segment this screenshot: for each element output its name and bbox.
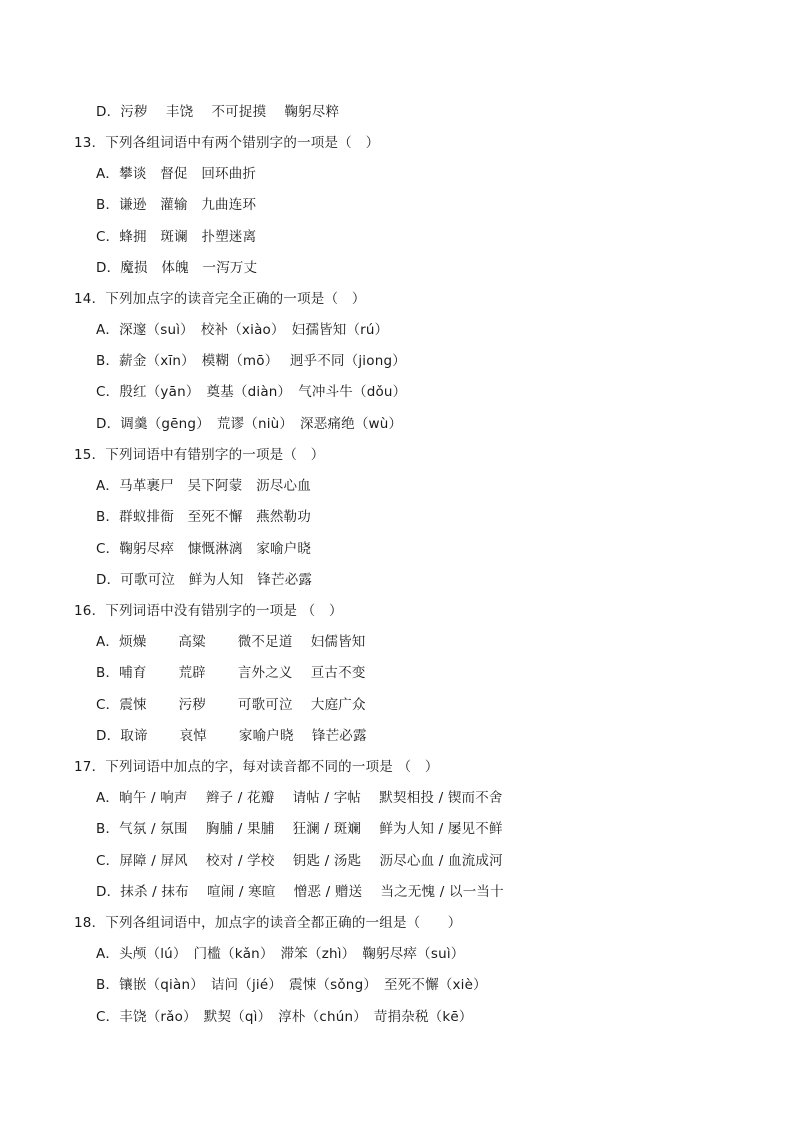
- question-line: 17．下列词语中加点的字，每对读音都不同的一项是 （ ）: [74, 759, 439, 775]
- option-line: A．头颅（lú） 门槛（kǎn） 滞笨（zhì） 鞠躬尽瘁（suì）: [96, 946, 465, 962]
- option-line: D．取谛 哀悼 家喻户晓 锋芒必露: [96, 728, 367, 744]
- question-line: 13．下列各组词语中有两个错别字的一项是（ ）: [74, 135, 380, 151]
- option-line: A．深邃（suì） 校补（xiào） 妇孺皆知（rú）: [96, 322, 389, 338]
- option-line: B．群蚁排衙 至死不懈 燕然勒功: [96, 509, 311, 525]
- option-line: C．鞠躬尽瘁 慷慨淋漓 家喻户晓: [96, 541, 312, 557]
- option-line: C．丰饶（rǎo） 默契（qì） 淳朴（chún） 苛捐杂税（kē）: [96, 1009, 473, 1025]
- question-line: 16．下列词语中没有错别字的一项是 （ ）: [74, 603, 343, 619]
- option-line: D．抹杀 / 抹布 喧闹 / 寒暄 憎恶 / 赠送 当之无愧 / 以一当十: [96, 884, 504, 900]
- option-line: D．可歌可泣 鲜为人知 锋芒必露: [96, 572, 313, 588]
- question-line: 14．下列加点字的读音完全正确的一项是（ ）: [74, 291, 366, 307]
- option-line: C．屏障 / 屏风 校对 / 学校 钥匙 / 汤匙 沥尽心血 / 血流成河: [96, 853, 503, 869]
- option-line: B．气氛 / 氛围 胸脯 / 果脯 狂澜 / 斑斓 鲜为人知 / 屡见不鲜: [96, 821, 503, 837]
- option-line: B．哺育 荒辟 言外之义 亘古不变: [96, 665, 366, 681]
- option-line: A．烦燥 高粱 微不足道 妇儒皆知: [96, 634, 366, 650]
- option-line: A．马革裹尸 吴下阿蒙 沥尽心血: [96, 478, 311, 494]
- option-line: C．殷红（yān） 奠基（diàn） 气冲斗牛（dǒu）: [96, 384, 407, 400]
- option-line: D．调羹（gēng） 荒谬（niù） 深恶痛绝（wù）: [96, 416, 403, 432]
- option-line: C．蜂拥 斑谰 扑塑迷离: [96, 229, 257, 245]
- option-line: B．薪金（xīn） 模糊（mō） 迥乎不同（jiong）: [96, 353, 406, 369]
- option-line: D．污秽 丰饶 不可捉摸 鞠躬尽粹: [96, 104, 340, 120]
- option-line: A．晌午 / 响声 辫子 / 花瓣 请帖 / 字帖 默契相投 / 锲而不舍: [96, 790, 503, 806]
- question-line: 15．下列词语中有错别字的一项是（ ）: [74, 447, 325, 463]
- option-line: A．攀谈 督促 回环曲折: [96, 166, 257, 182]
- option-line: C．震悚 污秽 可歌可泣 大庭广众: [96, 697, 366, 713]
- question-line: 18．下列各组词语中，加点字的读音全都正确的一组是（ ）: [74, 915, 462, 931]
- option-line: B．谦逊 灌输 九曲连环: [96, 197, 257, 213]
- option-line: D．魔损 体魄 一泻万丈: [96, 260, 258, 276]
- option-line: B．镶嵌（qiàn） 诘问（jié） 震悚（sǒng） 至死不懈（xiè）: [96, 977, 487, 993]
